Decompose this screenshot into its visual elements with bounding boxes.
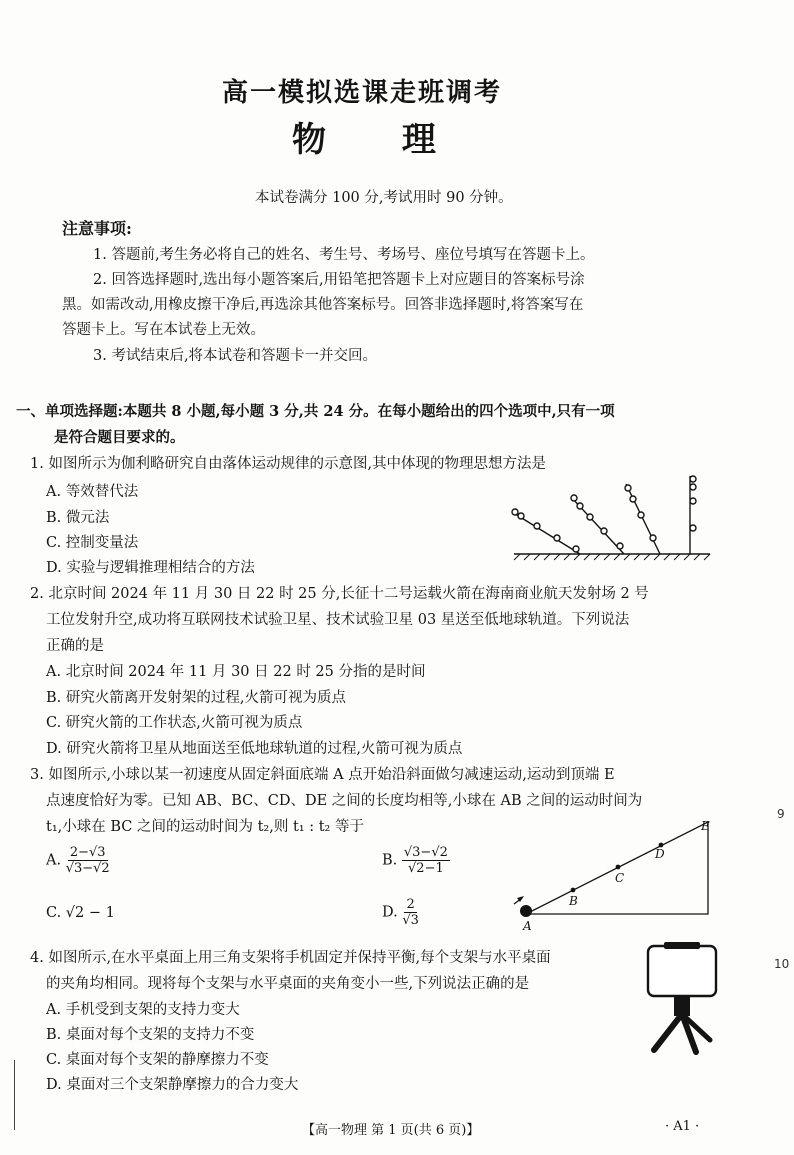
- footer-code: · A1 ·: [665, 1119, 700, 1134]
- section-heading: 一、单项选择题:本题共 8 小题,每小题 3 分,共 24 分。在每小题给出的四个选项中,只有一项: [16, 403, 615, 420]
- notice-item: 黑。如需改动,用橡皮擦干净后,再选涂其他答案标号。回答非选择题时,将答案写在: [62, 297, 584, 313]
- q3-option-c: C. √2 − 1: [46, 905, 115, 921]
- q3-option-d: D. $\frac{2}{√3}$: [382, 897, 419, 928]
- phone-tripod-figure: [636, 940, 728, 1060]
- q4-option-c: C. 桌面对每个支架的静摩擦力不变: [46, 1052, 269, 1068]
- galileo-incline-figure: [508, 470, 718, 562]
- q2-stem-line: 2. 北京时间 2024 年 11 月 30 日 22 时 25 分,长征十二号运载火箭在海南商业航天发射场 2 号: [30, 586, 649, 602]
- q3-stem-line: 3. 如图所示,小球以某一初速度从固定斜面底端 A 点开始沿斜面做匀减速运动,运动到顶端 E: [30, 767, 615, 783]
- exam-title: 高一模拟选课走班调考: [222, 78, 503, 108]
- q4-stem-line: 4. 如图所示,在水平桌面上用三角支架将手机固定并保持平衡,每个支架与水平桌面: [30, 950, 551, 966]
- fraction: $\frac{2}{√3}$: [402, 897, 419, 928]
- q1-option-a: A. 等效替代法: [46, 484, 139, 500]
- q3-option-b: B. $\frac{√3-√2}{√2-1}$: [382, 845, 448, 876]
- footer-page-info: 【高一物理 第 1 页(共 6 页)】: [302, 1123, 480, 1138]
- exam-subtitle: 本试卷满分 100 分,考试用时 90 分钟。: [255, 190, 513, 206]
- notice-heading: 注意事项:: [62, 219, 132, 238]
- q1-option-b: B. 微元法: [46, 510, 110, 526]
- margin-mark: 10: [774, 957, 790, 971]
- q2-option-c: C. 研究火箭的工作状态,火箭可视为质点: [46, 715, 303, 731]
- point-label-a: A: [523, 919, 532, 933]
- q3-stem-line: t₁,小球在 BC 之间的运动时间为 t₂,则 t₁ : t₂ 等于: [46, 819, 364, 835]
- q2-option-d: D. 研究火箭将卫星从地面送至低地球轨道的过程,火箭可视为质点: [46, 741, 463, 757]
- point-label-e: E: [701, 819, 710, 833]
- q4-option-b: B. 桌面对每个支架的支持力不变: [46, 1027, 255, 1043]
- fraction: $\frac{√3-√2}{√2-1}$: [403, 845, 448, 876]
- q1-stem: 1. 如图所示为伽利略研究自由落体运动规律的示意图,其中体现的物理思想方法是: [30, 456, 547, 472]
- section-heading-cont: 是符合题目要求的。: [54, 429, 185, 446]
- fraction: $\frac{2-√3}{√3-√2}$: [65, 845, 110, 876]
- q2-stem-line: 工位发射升空,成功将互联网技术试验卫星、技术试验卫星 03 星送至低地球轨道。下列说法: [46, 612, 630, 628]
- q2-option-b: B. 研究火箭离开发射架的过程,火箭可视为质点: [46, 690, 346, 706]
- q4-stem-line: 的夹角均相同。现将每个支架与水平桌面的夹角变小一些,下列说法正确的是: [46, 976, 530, 992]
- q1-option-d: D. 实验与逻辑推理相结合的方法: [46, 560, 255, 576]
- notice-item: 3. 考试结束后,将本试卷和答题卡一并交回。: [93, 348, 378, 364]
- scan-edge-line: [14, 1060, 15, 1130]
- point-label-d: D: [655, 847, 665, 861]
- q4-option-a: A. 手机受到支架的支持力变大: [46, 1002, 240, 1018]
- subject-title: 物 理: [292, 120, 438, 160]
- margin-mark: 9: [777, 807, 785, 821]
- incline-figure: [508, 812, 720, 936]
- q3-stem-line: 点速度恰好为零。已知 AB、BC、CD、DE 之间的长度均相等,小球在 AB 之间的运动时间为: [46, 793, 643, 809]
- q3-option-a: A. $\frac{2-√3}{√3-√2}$: [46, 845, 110, 876]
- point-label-c: C: [615, 871, 625, 885]
- notice-item: 2. 回答选择题时,选出每小题答案后,用铅笔把答题卡上对应题目的答案标号涂: [93, 272, 585, 288]
- q4-option-d: D. 桌面对三个支架静摩擦力的合力变大: [46, 1077, 299, 1093]
- q1-option-c: C. 控制变量法: [46, 535, 139, 551]
- notice-item: 1. 答题前,考生务必将自己的姓名、考生号、考场号、座位号填写在答题卡上。: [93, 247, 595, 263]
- q2-stem-line: 正确的是: [46, 638, 104, 654]
- notice-item: 答题卡上。写在本试卷上无效。: [62, 322, 265, 338]
- point-label-b: B: [569, 894, 578, 908]
- q2-option-a: A. 北京时间 2024 年 11 月 30 日 22 时 25 分指的是时间: [46, 664, 426, 680]
